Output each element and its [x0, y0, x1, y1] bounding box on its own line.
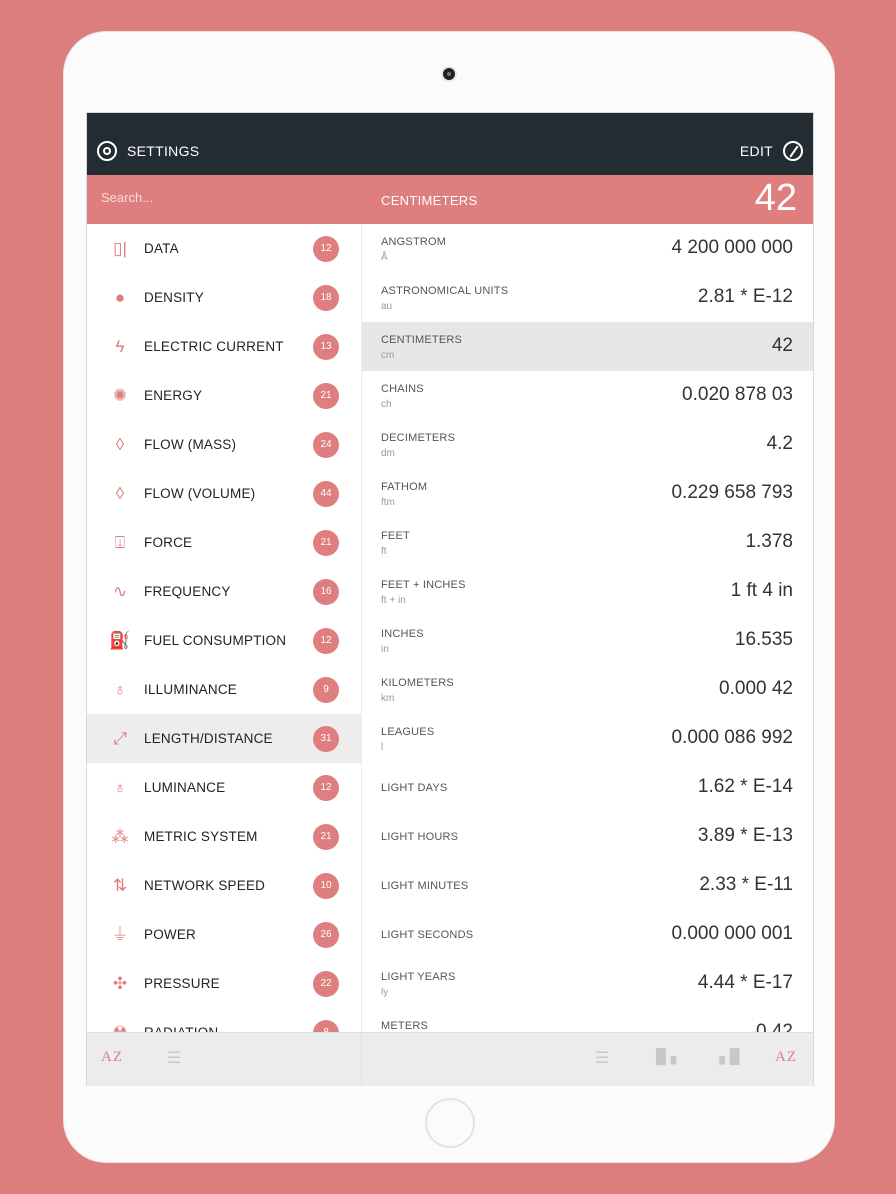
- selected-unit-name: CENTIMETERS: [381, 193, 478, 208]
- category-item[interactable]: [87, 567, 361, 616]
- category-icon: ◊: [115, 434, 125, 454]
- category-label: ILLUMINANCE: [144, 682, 237, 697]
- category-label: ENERGY: [144, 388, 203, 403]
- unit-row[interactable]: [362, 469, 813, 518]
- category-icon: ⛽: [109, 630, 131, 650]
- unit-abbreviation: l: [381, 742, 384, 753]
- unit-value: 0.020 878 03: [682, 384, 793, 405]
- category-label: FREQUENCY: [144, 584, 231, 599]
- category-item[interactable]: [87, 322, 361, 371]
- count-badge: 21: [313, 530, 339, 556]
- pencil-icon: [783, 141, 803, 161]
- unit-name: ANGSTROM: [381, 236, 447, 248]
- left-sort-az-button[interactable]: AZ: [101, 1049, 123, 1065]
- bar-chart-desc-icon[interactable]: ▐▌▖: [651, 1048, 682, 1064]
- unit-name: LIGHT DAYS: [381, 782, 448, 794]
- app-screen: [86, 112, 814, 1086]
- category-item[interactable]: [87, 910, 361, 959]
- count-badge: 13: [313, 334, 339, 360]
- category-item[interactable]: [87, 959, 361, 1008]
- category-item[interactable]: [87, 273, 361, 322]
- unit-value: 0.229 658 793: [671, 482, 793, 503]
- unit-name: LIGHT HOURS: [381, 831, 459, 843]
- count-badge: 9: [313, 677, 339, 703]
- category-icon: ◊: [115, 483, 125, 503]
- unit-value: 2.81 * E-12: [697, 286, 793, 307]
- top-bar: [87, 113, 813, 175]
- count-badge: 22: [313, 971, 339, 997]
- unit-name: INCHES: [381, 628, 424, 640]
- unit-name: DECIMETERS: [381, 432, 456, 444]
- category-icon: ⏚: [111, 924, 129, 944]
- unit-name: METERS: [381, 1020, 429, 1032]
- unit-abbreviation: in: [381, 644, 389, 655]
- unit-name: CENTIMETERS: [381, 334, 463, 346]
- unit-name: LIGHT SECONDS: [381, 929, 474, 941]
- category-label: ELECTRIC CURRENT: [144, 339, 284, 354]
- category-label: FLOW (VOLUME): [144, 486, 256, 501]
- count-badge: 16: [313, 579, 339, 605]
- category-item[interactable]: [87, 469, 361, 518]
- category-label: LENGTH/DISTANCE: [144, 731, 273, 746]
- category-label: PRESSURE: [144, 976, 220, 991]
- camera-icon: [443, 68, 455, 80]
- category-icon: ⍗: [114, 532, 126, 552]
- bar-chart-asc-icon[interactable]: ▗▐▌: [714, 1048, 745, 1064]
- category-item[interactable]: [87, 224, 361, 273]
- count-badge: 24: [313, 432, 339, 458]
- unit-abbreviation: cm: [381, 350, 395, 361]
- unit-row[interactable]: [362, 714, 813, 763]
- unit-name: LEAGUES: [381, 726, 435, 738]
- category-label: DATA: [144, 241, 179, 256]
- unit-name: KILOMETERS: [381, 677, 454, 689]
- category-icon: ♁: [113, 679, 127, 699]
- category-icon: ∿: [112, 581, 128, 601]
- unit-row[interactable]: [362, 273, 813, 322]
- category-icon: ϟ: [115, 336, 125, 356]
- category-icon: ⤢: [113, 728, 127, 748]
- unit-name: LIGHT MINUTES: [381, 880, 469, 892]
- unit-value: 1.62 * E-14: [697, 776, 793, 797]
- unit-name: CHAINS: [381, 383, 424, 395]
- unit-value: 4 200 000 000: [671, 237, 793, 258]
- edit-button[interactable]: [740, 141, 803, 161]
- left-list-icon[interactable]: ☰: [167, 1050, 182, 1067]
- unit-value: 4.44 * E-17: [697, 972, 793, 993]
- unit-row[interactable]: [362, 959, 813, 1008]
- category-label: FUEL CONSUMPTION: [144, 633, 287, 648]
- unit-row[interactable]: [362, 616, 813, 665]
- count-badge: 21: [313, 824, 339, 850]
- count-badge: 44: [313, 481, 339, 507]
- unit-value: 4.2: [766, 433, 793, 454]
- unit-value: 2.33 * E-11: [699, 874, 793, 895]
- unit-list: [362, 224, 813, 1032]
- category-item[interactable]: [87, 420, 361, 469]
- category-icon: ✣: [112, 973, 128, 993]
- unit-value: 0.000 000 001: [671, 923, 793, 944]
- category-label: LUMINANCE: [144, 780, 226, 795]
- count-badge: 10: [313, 873, 339, 899]
- unit-value: 16.535: [734, 629, 793, 650]
- category-icon: ●: [114, 287, 126, 307]
- right-sort-az-button[interactable]: AZ: [775, 1049, 797, 1065]
- category-item[interactable]: [87, 861, 361, 910]
- count-badge: 12: [313, 628, 339, 654]
- count-badge: 12: [313, 775, 339, 801]
- unit-value: 0.000 42: [719, 678, 793, 699]
- bottom-toolbar: [87, 1032, 813, 1086]
- unit-name: FEET + INCHES: [381, 579, 466, 591]
- unit-abbreviation: km: [381, 693, 395, 704]
- category-label: POWER: [144, 927, 197, 942]
- count-badge: 26: [313, 922, 339, 948]
- unit-abbreviation: ft: [381, 546, 387, 557]
- unit-value: 1 ft 4 in: [730, 580, 793, 601]
- toolbar-divider: [361, 1033, 362, 1086]
- unit-row[interactable]: [362, 322, 813, 371]
- category-item[interactable]: [87, 763, 361, 812]
- unit-name: LIGHT YEARS: [381, 971, 456, 983]
- gear-icon: [97, 141, 117, 161]
- list-view-icon[interactable]: ☰: [595, 1050, 610, 1067]
- category-label: FLOW (MASS): [144, 437, 237, 452]
- settings-button[interactable]: [97, 141, 199, 161]
- category-label: DENSITY: [144, 290, 204, 305]
- category-item[interactable]: [87, 616, 361, 665]
- unit-row[interactable]: [362, 518, 813, 567]
- category-label: METRIC SYSTEM: [144, 829, 258, 844]
- category-item[interactable]: [87, 665, 361, 714]
- unit-abbreviation: au: [381, 301, 393, 312]
- edit-label: EDIT: [739, 143, 773, 159]
- category-icon: ✺: [112, 385, 128, 405]
- category-item[interactable]: [87, 518, 361, 567]
- unit-row[interactable]: [362, 371, 813, 420]
- count-badge: 12: [313, 236, 339, 262]
- unit-abbreviation: ftm: [381, 497, 395, 508]
- settings-label: SETTINGS: [127, 143, 200, 159]
- unit-row[interactable]: [362, 861, 813, 910]
- unit-abbreviation: ly: [381, 987, 389, 998]
- category-icon: ▯|: [113, 238, 127, 258]
- count-badge: 31: [313, 726, 339, 752]
- category-label: NETWORK SPEED: [144, 878, 266, 893]
- category-item[interactable]: [87, 714, 361, 763]
- unit-value: 42: [771, 335, 793, 356]
- count-badge: 18: [313, 285, 339, 311]
- unit-name: ASTRONOMICAL UNITS: [381, 285, 509, 297]
- unit-row[interactable]: [362, 763, 813, 812]
- unit-name: FEET: [381, 530, 410, 542]
- unit-row[interactable]: [362, 665, 813, 714]
- category-list: [87, 224, 362, 1032]
- unit-row[interactable]: [362, 420, 813, 469]
- unit-abbreviation: ft + in: [381, 595, 406, 606]
- unit-abbreviation: Å: [381, 252, 388, 263]
- unit-abbreviation: dm: [381, 448, 395, 459]
- input-value[interactable]: 42: [754, 177, 797, 219]
- category-icon: ⇅: [112, 875, 128, 895]
- unit-name: FATHOM: [381, 481, 428, 493]
- category-label: FORCE: [144, 535, 193, 550]
- unit-value: 0.000 086 992: [671, 727, 793, 748]
- unit-row[interactable]: [362, 812, 813, 861]
- category-item[interactable]: [87, 371, 361, 420]
- input-bar: [87, 175, 813, 224]
- unit-abbreviation: ch: [381, 399, 392, 410]
- unit-value: 3.89 * E-13: [697, 825, 793, 846]
- category-icon: ♁: [113, 777, 127, 797]
- category-item[interactable]: [87, 812, 361, 861]
- unit-row[interactable]: [362, 224, 813, 273]
- count-badge: 21: [313, 383, 339, 409]
- search-input[interactable]: Search...: [101, 190, 154, 205]
- unit-row[interactable]: [362, 910, 813, 959]
- unit-row[interactable]: [362, 567, 813, 616]
- category-icon: ⁂: [111, 826, 129, 846]
- unit-value: 1.378: [745, 531, 793, 552]
- home-button[interactable]: [425, 1098, 475, 1148]
